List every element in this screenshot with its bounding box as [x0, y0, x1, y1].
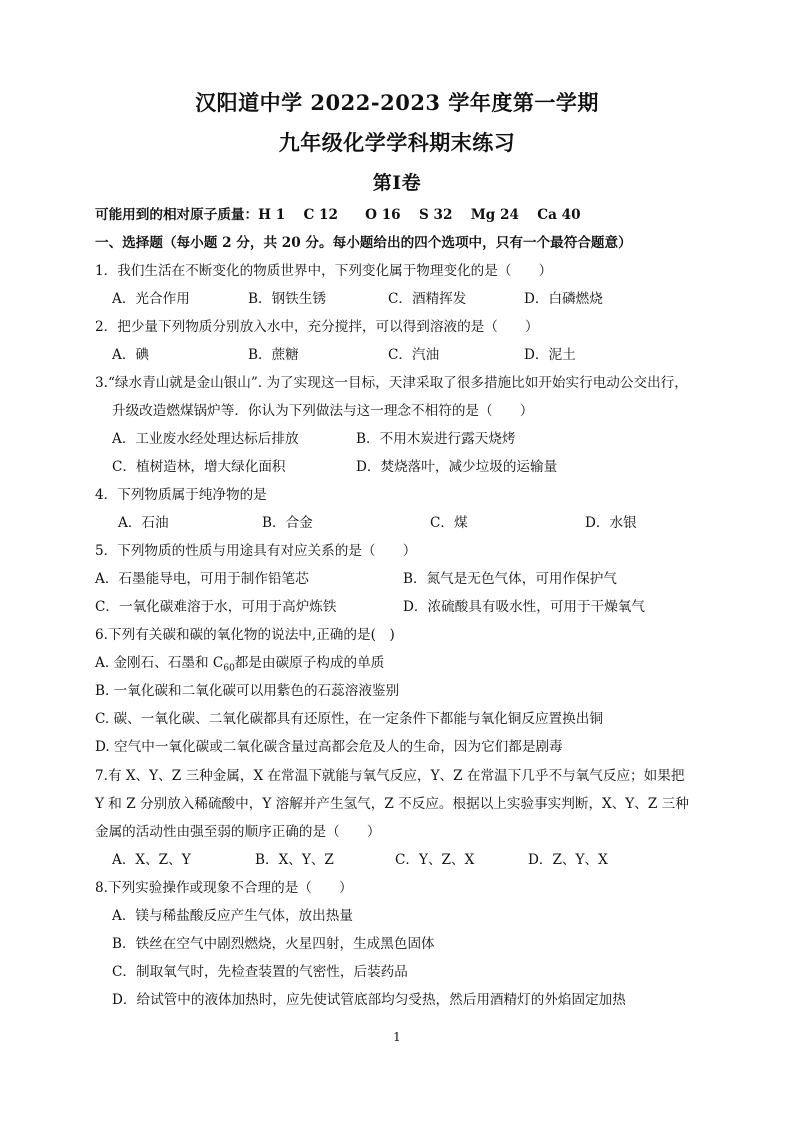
question-7-option-a: A．X、Z、Y	[112, 852, 191, 868]
question-8-option-c: C．制取氧气时，先检查装置的气密性，后装药品	[112, 964, 408, 980]
question-2-option-c: C．汽油	[388, 347, 440, 363]
question-2-option-a: A．碘	[112, 347, 150, 363]
question-3-option-c: C．植树造林，增大绿化面积	[112, 459, 286, 475]
question-5-option-c: C．一氧化碳难溶于水，可用于高炉炼铁	[95, 599, 337, 615]
question-6-option-a	[95, 654, 384, 678]
question-7-stem-line2: Y 和 Z 分别放入稀硫酸中，Y 溶解并产生氢气，Z 不反应。根据以上实验事实判断，X、Y、Z 三种	[95, 796, 689, 812]
question-4-option-d: D．水银	[585, 515, 637, 531]
question-1-option-c: C．酒精挥发	[388, 291, 467, 307]
question-5-option-a: A．石墨能导电，可用于制作铅笔芯	[95, 571, 309, 587]
question-7-option-c: C．Y、Z、X	[395, 852, 475, 868]
question-3-option-b: B．不用木炭进行露天烧烤	[356, 431, 516, 447]
question-5-stem: 5．下列物质的性质与用途具有对应关系的是（ ）	[95, 543, 417, 559]
question-8-stem: 8.下列实验操作或现象不合理的是（ ）	[95, 880, 353, 896]
question-8-option-a: A．镁与稀盐酸反应产生气体，放出热量	[112, 908, 353, 924]
question-6-stem: 6.下列有关碳和碳的氧化物的说法中,正确的是( )	[95, 627, 395, 643]
question-7-stem-line1: 7.有 X、Y、Z 三种金属，X 在常温下就能与氧气反应，Y、Z 在常温下几乎不与氧气反应；如果把	[95, 768, 685, 784]
question-7-option-b: B．X、Y、Z	[255, 852, 334, 868]
question-6-option-c: C. 碳、一氧化碳、二氧化碳都具有还原性，在一定条件下都能与氧化铜反应置换出铜	[95, 711, 603, 727]
subscript-60: 60	[223, 663, 235, 674]
question-4-option-c: C．煤	[430, 515, 468, 531]
question-7-option-d: D．Z、Y、X	[528, 852, 608, 868]
exam-title: 汉阳道中学 2022-2023 学年度第一学期	[195, 90, 599, 115]
question-3-stem-line2: 升级改造燃煤锅炉等．你认为下列做法与这一理念不相符的是（ ）	[112, 403, 534, 419]
question-4-stem: 4．下列物质属于纯净物的是	[95, 487, 267, 503]
question-2-stem: 2．把少量下列物质分别放入水中，充分搅拌，可以得到溶液的是（ ）	[95, 319, 539, 335]
question-8-option-b: B．铁丝在空气中剧烈燃烧，火星四射，生成黑色固体	[112, 936, 435, 952]
question-1-option-d: D．白磷燃烧	[524, 291, 603, 307]
question-3-option-d: D．焚烧落叶，减少垃圾的运输量	[356, 459, 558, 475]
volume-heading: 第Ⅰ卷	[372, 172, 422, 194]
question-2-option-b: B．蔗糖	[248, 347, 299, 363]
page-number: 1	[393, 1030, 401, 1044]
question-3-stem-line1: 3.“绿水青山就是金山银山”. 为了实现这一目标，天津采取了很多措施比如开始实行电动公交出行，	[95, 375, 688, 391]
question-3-option-a: A．工业废水经处理达标后排放	[112, 431, 299, 447]
question-8-option-d: D．给试管中的液体加热时，应先使试管底部均匀受热，然后用酒精灯的外焰固定加热	[112, 992, 626, 1008]
section-heading: 一、选择题（每小题 2 分，共 20 分。每小题给出的四个选项中，只有一个最符合题意）	[95, 235, 632, 251]
question-1-stem: 1．我们生活在不断变化的物质世界中，下列变化属于物理变化的是（ ）	[95, 263, 553, 279]
question-7-stem-line3: 金属的活动性由强至弱的顺序正确的是（ ）	[95, 824, 381, 840]
question-4-option-a: A．石油	[118, 515, 169, 531]
atomic-masses: 可能用到的相对原子质量：H 1 C 12 O 16 S 32 Mg 24 Ca 40	[95, 207, 581, 223]
question-5-option-d: D．浓硫酸具有吸水性，可用于干燥氧气	[403, 599, 645, 615]
question-1-option-b: B．钢铁生锈	[248, 291, 326, 307]
question-4-option-b: B．合金	[262, 515, 313, 531]
question-1-option-a: A．光合作用	[112, 291, 190, 307]
question-6-option-d: D. 空气中一氧化碳或二氧化碳含量过高都会危及人的生命，因为它们都是剧毒	[95, 739, 563, 755]
question-6-option-a-rest: 都是由碳原子构成的单质	[234, 655, 385, 671]
exam-subtitle: 九年级化学学科期末练习	[278, 130, 516, 155]
question-6-option-b: B. 一氧化碳和二氧化碳可以用紫色的石蕊溶液鉴别	[95, 683, 400, 699]
question-5-option-b: B．氮气是无色气体，可用作保护气	[403, 571, 617, 587]
question-2-option-d: D．泥土	[524, 347, 576, 363]
question-6-option-a-text: A. 金刚石、石墨和 C	[95, 655, 224, 671]
